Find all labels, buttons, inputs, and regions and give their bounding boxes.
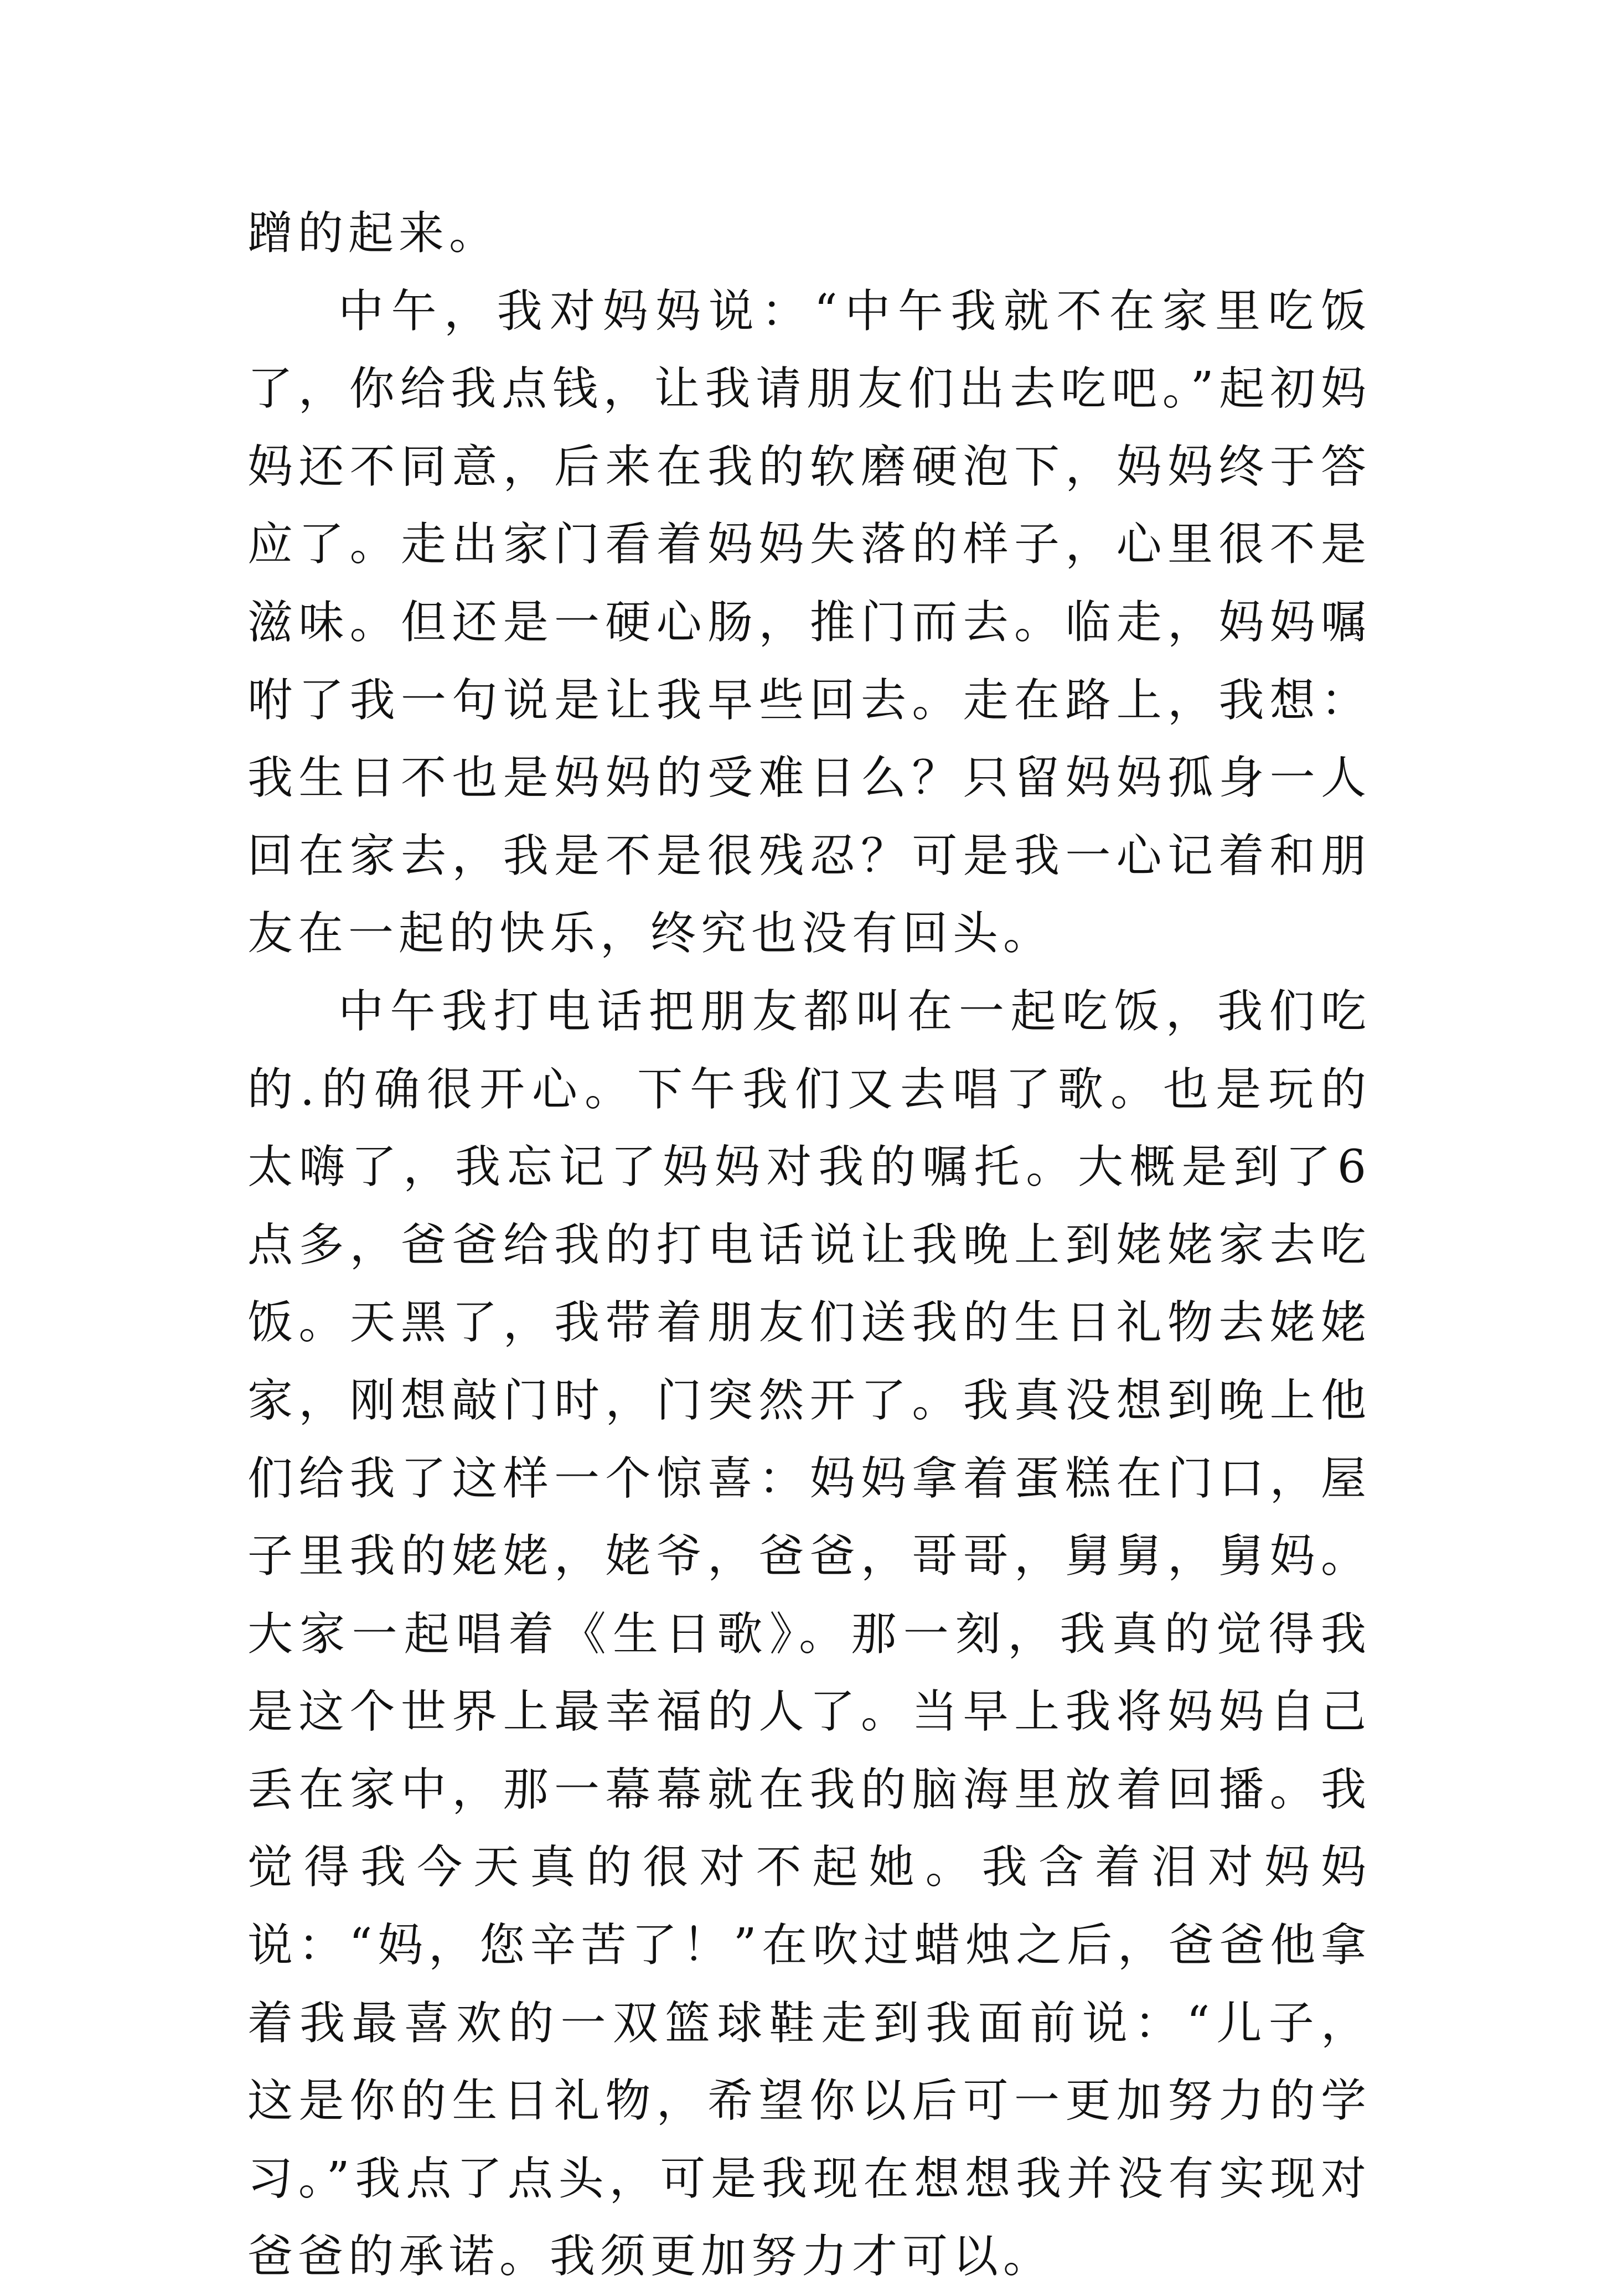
body-text bbox=[247, 195, 1371, 2296]
paragraph-3: 中午我打电话把朋友都叫在一起吃饭，我们吃的.的确很开心。下午我们又去唱了歌。也是玩的太嗨了，我忘记了妈妈对我的嘱托。大概是到了6点多，爸爸给我的打电话说让我晚上到姥姥家去吃饭。天黑了，我带着朋友们送我的生日礼物去姥姥家，刚想敲门时，门突然开了。我真没想到晚上他们给我了这样一个惊喜：妈妈拿着蛋糕在门口，屋子里我的姥姥，姥爷，爸爸，哥哥，舅舅，舅妈。大家一起唱着《生日歌》。那一刻，我真的觉得我是这个世界上最幸福的人了。当早上我将妈妈自己丢在家中，那一幕幕就在我的脑海里放着回播。我觉得我今天真的很对不起她。我含着泪对妈妈说：“妈，您辛苦了！”在吹过蜡烛之后，爸爸他拿着我最喜欢的一双篮球鞋走到我面前说：“儿子，这是你的生日礼物，希望你以后可一更加努力的学习。”我点了点头，可是我现在想想我并没有实现对爸爸的承诺。我须更加努力才可以。 bbox=[247, 985, 1371, 2283]
paragraph-1: 蹭的起来。 bbox=[247, 207, 500, 260]
paragraph-2: 中午，我对妈妈说：“中午我就不在家里吃饭了，你给我点钱，让我请朋友们出去吃吧。”起初妈妈还不同意，后来在我的软磨硬泡下，妈妈终于答应了。走出家门看着妈妈失落的样子，心里很不是滋味。但还是一硬心肠，推门而去。临走，妈妈嘱咐了我一句说是让我早些回去。走在路上，我想：我生日不也是妈妈的受难日么？只留妈妈孤身一人回在家去，我是不是很残忍？可是我一心记着和朋友在一起的快乐，终究也没有回头。 bbox=[247, 285, 1371, 960]
